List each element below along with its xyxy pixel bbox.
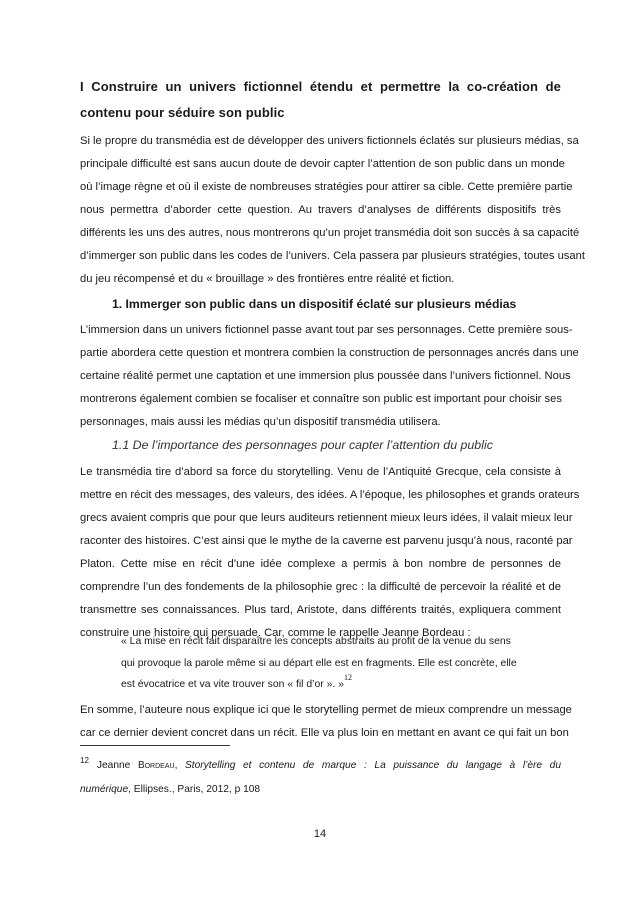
footnote-title-part-2: numérique [80, 784, 129, 795]
section-heading-line-2: contenu pour séduire son public [80, 105, 285, 120]
paragraph-line: L’immersion dans un univers fictionnel passe avant tout par ses personnages. Cette première sous- [80, 324, 573, 336]
paragraph-line: partie abordera cette question et montrera combien la construction de personnages ancrés dans une [80, 347, 579, 359]
block-quote [121, 631, 561, 696]
intro-paragraph [80, 130, 585, 291]
paragraph-line: différents les uns des autres, nous montrerons qu’un projet transmédia doit son succès à sa capacité [80, 227, 580, 239]
footnote-author-last: Bordeau [137, 760, 175, 771]
subheading-1-1: 1.1 De l’importance des personnages pour capter l’attention du public [112, 438, 493, 452]
subheading-1: 1. Immerger son public dans un dispositif éclaté sur plusieurs médias [112, 297, 517, 311]
quote-line-1: « La mise en récit fait disparaître les concepts abstraits au profit de la venue du sens [121, 636, 511, 647]
paragraph-line: car ce dernier devient concret dans un récit. Elle va plus loin en mettant en avant ce qui fait un bon [80, 727, 569, 739]
footnote [80, 754, 561, 802]
footnote-reference[interactable]: 12 [343, 673, 352, 682]
footnote-title-part-1: Storytelling et contenu de marque : La puissance du langage à l’ère du [185, 760, 561, 771]
paragraph-2 [80, 319, 579, 434]
paragraph-line: d’immerger son public dans les codes de l’univers. Cela passera par plusieurs stratégies, toutes usant [80, 250, 585, 262]
quote-line-2: qui provoque la parole même si au départ elle est en fragments. Elle est concrète, elle [121, 657, 517, 669]
paragraph-line: Le transmédia tire d’abord sa force du storytelling. Venu de l’Antiquité Grecque, cela consiste à [80, 466, 561, 478]
quote-line-3 [121, 674, 561, 696]
footnote-line-2 [80, 778, 561, 802]
footnote-author-first: Jeanne [96, 760, 131, 771]
paragraph-line: montrerons également combien se focaliser et connaître son public est important pour choisir ses [80, 393, 562, 405]
paragraph-line: grecs avaient compris que pour que leurs auditeurs retiennent mieux leurs idées, il valait mieux leur [80, 512, 573, 524]
paragraph-line: En somme, l’auteure nous explique ici que le storytelling permet de mieux comprendre un message [80, 704, 572, 716]
paragraph-line: Si le propre du transmédia est de développer des univers fictionnels éclatés sur plusieurs médias, sa [80, 135, 579, 147]
paragraph-line: mettre en récit des messages, des valeurs, des idées. A l’époque, les philosophes et grands orateurs [80, 489, 580, 501]
footnote-number: 12 [80, 756, 89, 765]
paragraph-line: certaine réalité permet une captation et une immersion plus poussée dans l’univers fictionnel. Nous [80, 370, 571, 382]
paragraph-line: principale difficulté est sans aucun doute de devoir capter l’attention de son public dans un monde [80, 158, 565, 170]
footnote-details: , Ellipses., Paris, 2012, p 108 [128, 784, 261, 795]
page-number: 14 [313, 828, 327, 840]
section-heading [80, 74, 561, 126]
quote-line-3-text: est évocatrice et va vite trouver son « fil d’or ». » [121, 679, 344, 690]
paragraph-line: nous permettra d’aborder cette question. Au travers d’analyses de différents dispositifs très [80, 204, 561, 216]
paragraph-line: raconter des histoires. C’est ainsi que le mythe de la caverne est parvenu jusqu’à nous, raconté par [80, 535, 573, 547]
paragraph-line: où l’image règne et où il existe de nombreuses stratégies pour attirer sa cible. Cette première partie [80, 181, 573, 193]
paragraph-4 [80, 699, 572, 745]
paragraph-line: personnages, mais aussi les médias qu’un dispositif transmédia utilisera. [80, 416, 441, 428]
footnote-separator [80, 745, 230, 746]
paragraph-line: Platon. Cette mise en récit d’une idée complexe a permis à bon nombre de personnes de [80, 558, 561, 570]
paragraph-line: construire une histoire qui persuade. Car, comme le rappelle Jeanne Bordeau : [80, 627, 471, 639]
paragraph-3 [80, 461, 580, 645]
paragraph-line: du jeu récompensé et du « brouillage » des frontières entre réalité et fiction. [80, 273, 455, 285]
paragraph-line: comprendre l’un des fondements de la philosophie grec : la difficulté de percevoir la réalité et de [80, 581, 561, 593]
paragraph-line: transmettre ses connaissances. Plus tard, Aristote, dans différents traités, expliquera comment [80, 604, 561, 616]
footnote-line-1: $^{12}$ Jeanne Bordeau, Storytelling et contenu de marque : La puissance du langage à l’ère du [80, 756, 561, 771]
section-heading-line-1: I Construire un univers fictionnel étendu et permettre la co-création de [80, 79, 561, 94]
